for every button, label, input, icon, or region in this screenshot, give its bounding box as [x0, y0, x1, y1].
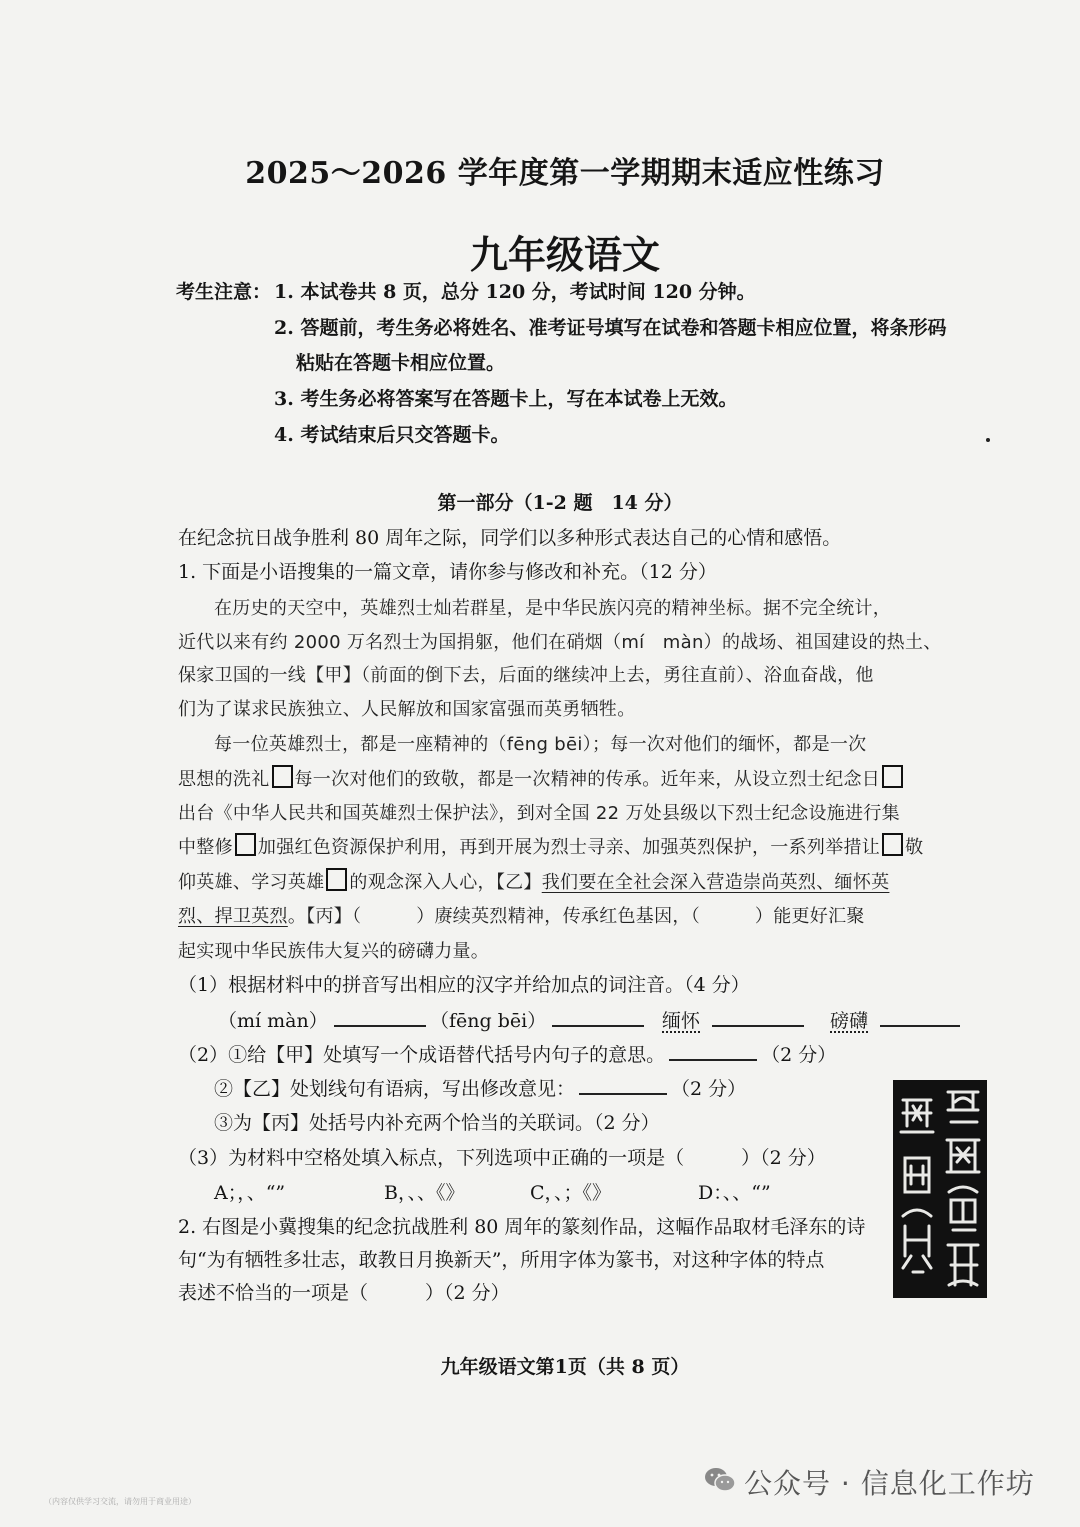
- score: （2 分）: [671, 1078, 747, 1100]
- article-line: 们为了谋求民族独立、人民解放和国家富强而英勇牺牲。: [178, 699, 636, 720]
- answer-blank[interactable]: [880, 1007, 960, 1027]
- punctuation-blank-box: [235, 833, 256, 856]
- sub-question-2a: [178, 1040, 836, 1067]
- article-line: 每一位英雄烈士，都是一座精神的（fēng bēi）；每一次对他们的缅怀，都是一次: [214, 734, 867, 755]
- notice-label: 考生注意：: [176, 281, 272, 303]
- underlined-sentence: 烈、捍卫英烈: [178, 906, 288, 927]
- punctuation-blank-box: [272, 765, 293, 788]
- article-line: [178, 765, 905, 791]
- question-2-line: 句“为有牺牲多壮志，敢教日月换新天”，所用字体为篆书，对这种字体的特点: [178, 1249, 825, 1271]
- underlined-sentence: 我们要在全社会深入营造崇尚英烈、缅怀英: [541, 872, 890, 893]
- article-line: 起实现中华民族伟大复兴的磅礴力量。: [178, 941, 490, 962]
- marker-yi: 【乙】: [495, 872, 542, 893]
- notice-item-2: 2. 答题前，考生务必将姓名、准考证号填写在试卷和答题卡相应位置，将条形码: [274, 317, 947, 339]
- article-line: 在历史的天空中，英雄烈士灿若群星，是中华民族闪亮的精神坐标。据不完全统计，: [214, 598, 892, 619]
- notice-item-3: 3. 考生务必将答案写在答题卡上，写在本试卷上无效。: [274, 388, 738, 410]
- question-2-line: 2. 右图是小冀搜集的纪念抗战胜利 80 周年的篆刻作品，这幅作品取材毛泽东的诗: [178, 1216, 866, 1238]
- notice-item-2-cont: 粘贴在答题卡相应位置。: [296, 352, 506, 374]
- answer-blank[interactable]: [669, 1041, 757, 1061]
- wechat-icon: [704, 1466, 736, 1494]
- article-line: [178, 902, 865, 928]
- section-title: 第一部分（1-2 题 14 分）: [437, 492, 683, 514]
- article-line: [178, 833, 923, 859]
- article-text: 。【丙】（ ）赓续英烈精神，传承红色基因，（ ）能更好汇聚: [287, 906, 865, 927]
- notice-item-1: 1. 本试卷共 8 页，总分 120 分，考试时间 120 分钟。: [274, 281, 756, 303]
- option-d[interactable]: D：、、“”: [698, 1182, 771, 1204]
- article-text: 加强红色资源保护利用，再到开展为烈士寻亲、加强英烈保护，一系列举措让: [257, 837, 881, 858]
- punctuation-blank-box: [326, 868, 347, 891]
- article-text: 仰英雄、学习英雄: [178, 872, 325, 893]
- option-c[interactable]: C，、；《》: [530, 1182, 612, 1204]
- article-text: 敬: [905, 837, 924, 858]
- seal-script-glyphs: [893, 1080, 987, 1298]
- answer-item: [662, 1006, 804, 1033]
- article-text: 每一次对他们的致敬，都是一次精神的传承。近年来，从设立烈士纪念日: [294, 769, 881, 790]
- answer-blank[interactable]: [334, 1007, 426, 1027]
- sub-question-2b: [214, 1074, 746, 1101]
- question-text: （2）①给【甲】处填写一个成语替代括号内句子的意思。: [178, 1044, 666, 1066]
- article-line: 出台《中华人民共和国英雄烈士保护法》，到对全国 22 万处县级以下烈士纪念设施进行集: [178, 803, 900, 824]
- subject-title: 九年级语文: [469, 232, 660, 277]
- article-line: 近代以来有约 2000 万名烈士为国捐躯，他们在硝烟（mí màn）的战场、祖国建设的热土、: [178, 632, 942, 653]
- question-2-line: 表述不恰当的一项是（ ）（2 分）: [178, 1282, 510, 1304]
- answer-item: [430, 1006, 644, 1033]
- punctuation-blank-box: [882, 833, 903, 856]
- score: （2 分）: [761, 1044, 837, 1066]
- pinyin-prompt: （mí màn）: [218, 1010, 328, 1032]
- option-b[interactable]: B，、、《》: [384, 1182, 465, 1204]
- exam-title: 2025～2026 学年度第一学期期末适应性练习: [245, 156, 885, 191]
- watermark-text: 公众号 · 信息化工作坊: [744, 1467, 1035, 1500]
- question-text: ②【乙】处划线句有语病，写出修改意见：: [214, 1078, 576, 1100]
- article-text: 思想的洗礼: [178, 769, 270, 790]
- seal-carving-image: [893, 1080, 987, 1298]
- notice-item-4: 4. 考试结束后只交答题卡。: [274, 424, 510, 446]
- scan-speck: [986, 438, 990, 442]
- answer-item: [218, 1006, 426, 1033]
- sub-question-2c: ③为【丙】处括号内补充两个恰当的关联词。（2 分）: [214, 1112, 660, 1134]
- answer-blank[interactable]: [552, 1007, 644, 1027]
- pinyin-prompt: （fēng bēi）: [430, 1010, 547, 1032]
- page-footer: 九年级语文第1页（共 8 页）: [440, 1356, 690, 1378]
- article-line: 保家卫国的一线【甲】（前面的倒下去，后面的继续冲上去，勇往直前）、浴血奋战，他: [178, 665, 874, 686]
- sub-question-3-stem: （3）为材料中空格处填入标点，下列选项中正确的一项是（ ）（2 分）: [178, 1147, 826, 1169]
- answer-blank[interactable]: [579, 1075, 667, 1095]
- question-1-stem: 1. 下面是小语搜集的一篇文章，请你参与修改和补充。（12 分）: [178, 561, 717, 583]
- answer-item: [830, 1006, 960, 1033]
- article-text: 的观念深入人心，: [349, 872, 496, 893]
- word-prompt: 缅怀: [662, 1010, 701, 1032]
- option-a[interactable]: A；，、“”: [214, 1182, 286, 1204]
- punctuation-blank-box: [882, 765, 903, 788]
- word-prompt: 磅礴: [830, 1010, 869, 1032]
- answer-blank[interactable]: [712, 1007, 804, 1027]
- tiny-note: （内容仅供学习交流，请勿用于商业用途）: [44, 1497, 196, 1506]
- sub-question-1-stem: （1）根据材料中的拼音写出相应的汉字并给加点的词注音。（4 分）: [178, 974, 750, 996]
- article-line: [178, 868, 889, 894]
- section-intro: 在纪念抗日战争胜利 80 周年之际，同学们以多种形式表达自己的心情和感悟。: [178, 527, 842, 549]
- article-text: 中整修: [178, 837, 233, 858]
